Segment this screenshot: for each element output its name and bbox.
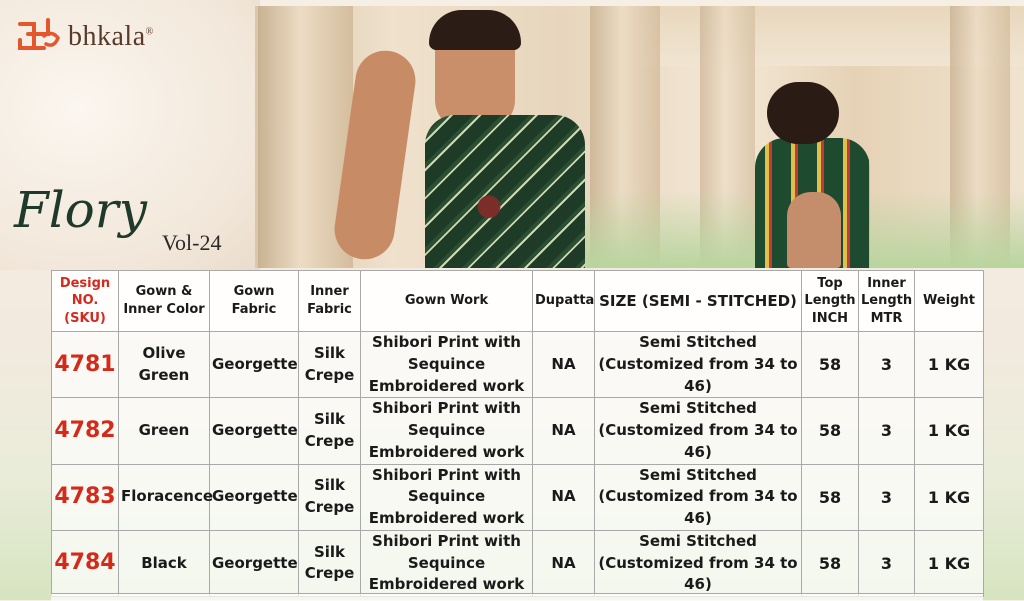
header-gown-work: Gown Work — [361, 271, 533, 332]
model-front — [345, 10, 610, 268]
table-row — [52, 464, 984, 530]
sku-cell: 4783 — [52, 464, 119, 530]
dupatta-cell: NA — [533, 398, 595, 464]
model-back — [755, 82, 875, 268]
color-cell: Olive Green — [119, 332, 210, 398]
top-length-cell: 58 — [802, 398, 859, 464]
gown-work-cell: Shibori Print with Sequince Embroidered work — [361, 398, 533, 464]
gown-fabric-cell: Georgette — [210, 530, 299, 596]
color-cell: Floracence — [119, 464, 210, 530]
brand-logo — [14, 16, 154, 58]
color-cell: Green — [119, 398, 210, 464]
inner-fabric-cell: Silk Crepe — [299, 398, 361, 464]
brand-name: bhkala® — [68, 21, 154, 52]
header-gown-fabric: Gown Fabric — [210, 271, 299, 332]
header-weight: Weight — [915, 271, 984, 332]
table-row — [52, 332, 984, 398]
header-design-no: Design NO. (SKU) — [52, 271, 119, 332]
gown-work-cell: Shibori Print with Sequince Embroidered work — [361, 530, 533, 596]
title-main: Flory — [14, 181, 147, 239]
swastik-logo-icon — [14, 16, 62, 58]
inner-length-cell: 3 — [859, 332, 915, 398]
dupatta-cell: NA — [533, 530, 595, 596]
header-inner-fabric: Inner Fabric — [299, 271, 361, 332]
size-cell: Semi Stitched (Customized from 34 to 46) — [595, 464, 802, 530]
sku-cell: 4781 — [52, 332, 119, 398]
inner-fabric-cell: Silk Crepe — [299, 464, 361, 530]
gown-image — [425, 115, 585, 268]
color-cell: Black — [119, 530, 210, 596]
weight-cell: 1 KG — [915, 464, 984, 530]
sku-cell: 4782 — [52, 398, 119, 464]
dupatta-cell: NA — [533, 464, 595, 530]
gown-work-cell: Shibori Print with Sequince Embroidered work — [361, 464, 533, 530]
header-top-length: Top Length INCH — [802, 271, 859, 332]
top-length-cell: 58 — [802, 530, 859, 596]
top-length-cell: 58 — [802, 332, 859, 398]
inner-length-cell: 3 — [859, 464, 915, 530]
catalog-table — [51, 270, 983, 593]
gown-work-cell: Shibori Print with Sequince Embroidered work — [361, 332, 533, 398]
header-size: SIZE (SEMI - STITCHED) — [595, 271, 802, 332]
inner-fabric-cell: Silk Crepe — [299, 332, 361, 398]
header-color: Gown & Inner Color — [119, 271, 210, 332]
size-cell: Semi Stitched (Customized from 34 to 46) — [595, 530, 802, 596]
gown-fabric-cell: Georgette — [210, 398, 299, 464]
top-length-cell: 58 — [802, 464, 859, 530]
header-inner-length: Inner Length MTR — [859, 271, 915, 332]
table-row — [52, 530, 984, 596]
inner-fabric-cell: Silk Crepe — [299, 530, 361, 596]
weight-cell: 1 KG — [915, 332, 984, 398]
table-header-row — [52, 271, 984, 332]
gown-fabric-cell: Georgette — [210, 464, 299, 530]
inner-length-cell: 3 — [859, 530, 915, 596]
dupatta-cell: NA — [533, 332, 595, 398]
size-cell: Semi Stitched (Customized from 34 to 46) — [595, 398, 802, 464]
sku-cell: 4784 — [52, 530, 119, 596]
table-row — [52, 398, 984, 464]
title-volume: Vol-24 — [162, 230, 222, 255]
collection-title — [14, 181, 222, 255]
gown-fabric-cell: Georgette — [210, 332, 299, 398]
inner-length-cell: 3 — [859, 398, 915, 464]
header-dupatta: Dupatta — [533, 271, 595, 332]
weight-cell: 1 KG — [915, 530, 984, 596]
size-cell: Semi Stitched (Customized from 34 to 46) — [595, 332, 802, 398]
weight-cell: 1 KG — [915, 398, 984, 464]
